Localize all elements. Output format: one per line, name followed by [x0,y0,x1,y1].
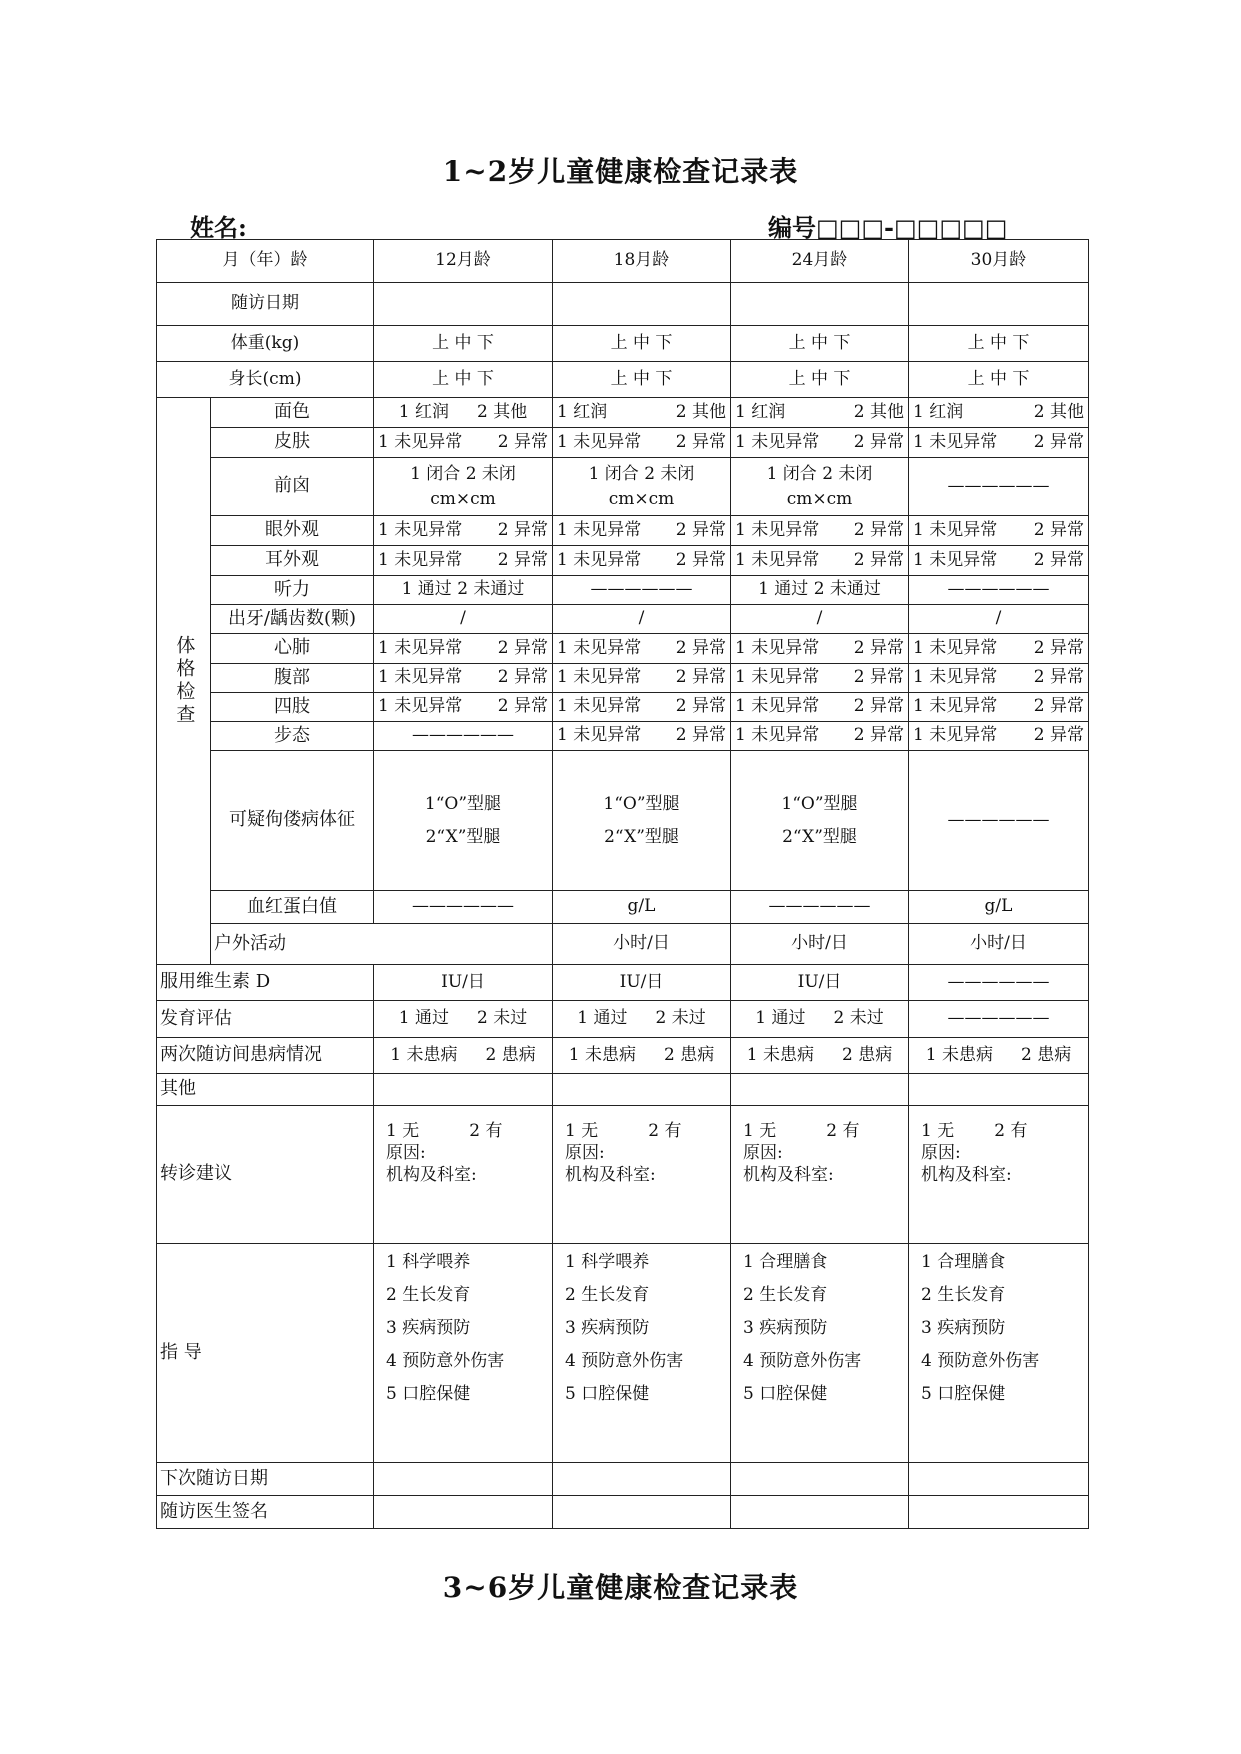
gait-options[interactable]: 1 未见异常 2 异常 [731,722,909,751]
skin-label: 皮肤 [211,428,374,458]
doctor-sign-label: 随访医生签名 [157,1496,374,1529]
development-options[interactable]: 1 通过 2 未过 [553,1001,731,1038]
rickets-options[interactable]: 1“O”型腿 2“X”型腿 [553,751,731,891]
guidance-options[interactable]: 1 合理膳食 2 生长发育 3 疾病预防 4 预防意外伤害 5 口腔保健 [909,1244,1089,1463]
guidance-options[interactable]: 1 科学喂养 2 生长发育 3 疾病预防 4 预防意外伤害 5 口腔保健 [374,1244,553,1463]
outdoor-value[interactable]: 小时/日 [553,924,731,965]
illness-options[interactable]: 1 未患病 2 患病 [731,1038,909,1074]
hemoglobin-value[interactable]: g/L [553,891,731,924]
other-label: 其他 [157,1074,374,1106]
heart-lung-options[interactable]: 1 未见异常 2 异常 [731,634,909,664]
teeth-label: 出牙/龋齿数(颗) [211,605,374,634]
limbs-options[interactable]: 1 未见异常 2 异常 [374,693,553,722]
development-label: 发育评估 [157,1001,374,1038]
hearing-na: —————— [909,576,1089,605]
face-options[interactable]: 1 红润 2 其他 [909,398,1089,428]
weight-value[interactable]: 上 中 下 [731,326,909,362]
illness-options[interactable]: 1 未患病 2 患病 [374,1038,553,1074]
skin-options[interactable]: 1 未见异常 2 异常 [909,428,1089,458]
rickets-options[interactable]: 1“O”型腿 2“X”型腿 [374,751,553,891]
age-header: 12月龄 [374,240,553,283]
eye-options[interactable]: 1 未见异常 2 异常 [909,516,1089,546]
face-options[interactable]: 1 红润 2 其他 [553,398,731,428]
fontanelle-label: 前囟 [211,458,374,516]
teeth-value[interactable]: / [909,605,1089,634]
physical-exam-category: 体格检查 [157,398,211,965]
code-label: 编号□□□-□□□□□ [768,213,1008,242]
heart-lung-options[interactable]: 1 未见异常 2 异常 [909,634,1089,664]
age-header: 18月龄 [553,240,731,283]
vitamin-d-na: —————— [909,965,1089,1001]
abdomen-options[interactable]: 1 未见异常 2 异常 [731,664,909,693]
second-form-title: 3~6岁儿童健康检查记录表 [442,1571,799,1604]
referral-options[interactable]: 1 无 2 有 原因: 机构及科室: [909,1106,1089,1244]
height-value[interactable]: 上 中 下 [553,362,731,398]
other-cell[interactable] [553,1074,731,1106]
teeth-value[interactable]: / [731,605,909,634]
height-label: 身长(cm) [157,362,374,398]
age-header: 30月龄 [909,240,1089,283]
abdomen-label: 腹部 [211,664,374,693]
ear-options[interactable]: 1 未见异常 2 异常 [909,546,1089,576]
gait-na: —————— [374,722,553,751]
gait-label: 步态 [211,722,374,751]
heart-lung-options[interactable]: 1 未见异常 2 异常 [553,634,731,664]
illness-label: 两次随访间患病情况 [157,1038,374,1074]
hemoglobin-value[interactable]: g/L [909,891,1089,924]
heart-lung-label: 心肺 [211,634,374,664]
outdoor-label: 户外活动 [211,924,553,965]
referral-label: 转诊建议 [157,1106,374,1244]
outdoor-value[interactable]: 小时/日 [909,924,1089,965]
guidance-label: 指 导 [157,1244,374,1463]
gait-options[interactable]: 1 未见异常 2 异常 [553,722,731,751]
hearing-na: —————— [553,576,731,605]
hearing-options[interactable]: 1 通过 2 未通过 [731,576,909,605]
next-visit-label: 下次随访日期 [157,1463,374,1496]
fontanelle-options[interactable]: 1 闭合 2 未闭 cm×cm [731,458,909,516]
abdomen-options[interactable]: 1 未见异常 2 异常 [374,664,553,693]
abdomen-options[interactable]: 1 未见异常 2 异常 [553,664,731,693]
visit-date-cell[interactable] [374,283,553,326]
vitamin-d-value[interactable]: IU/日 [374,965,553,1001]
height-value[interactable]: 上 中 下 [731,362,909,398]
eye-options[interactable]: 1 未见异常 2 异常 [553,516,731,546]
hearing-options[interactable]: 1 通过 2 未通过 [374,576,553,605]
height-value[interactable]: 上 中 下 [374,362,553,398]
vitamin-d-value[interactable]: IU/日 [553,965,731,1001]
teeth-value[interactable]: / [374,605,553,634]
eye-label: 眼外观 [211,516,374,546]
illness-options[interactable]: 1 未患病 2 患病 [909,1038,1089,1074]
form-title: 1~2岁儿童健康检查记录表 [442,155,799,188]
next-visit-cell[interactable] [374,1463,553,1496]
face-options[interactable]: 1 红润 2 其他 [731,398,909,428]
doctor-sign-cell[interactable] [909,1496,1089,1529]
referral-options[interactable]: 1 无 2 有 原因: 机构及科室: [553,1106,731,1244]
skin-options[interactable]: 1 未见异常 2 异常 [553,428,731,458]
health-check-table [156,239,1089,1529]
limbs-label: 四肢 [211,693,374,722]
doctor-sign-cell[interactable] [374,1496,553,1529]
teeth-value[interactable]: / [553,605,731,634]
ear-options[interactable]: 1 未见异常 2 异常 [553,546,731,576]
age-column-label: 月（年）龄 [157,240,374,283]
weight-value[interactable]: 上 中 下 [374,326,553,362]
weight-value[interactable]: 上 中 下 [909,326,1089,362]
skin-options[interactable]: 1 未见异常 2 异常 [731,428,909,458]
limbs-options[interactable]: 1 未见异常 2 异常 [731,693,909,722]
other-cell[interactable] [731,1074,909,1106]
development-options[interactable]: 1 通过 2 未过 [374,1001,553,1038]
ear-options[interactable]: 1 未见异常 2 异常 [731,546,909,576]
next-visit-cell[interactable] [553,1463,731,1496]
rickets-label: 可疑佝偻病体征 [211,751,374,891]
hemoglobin-na: —————— [731,891,909,924]
hemoglobin-label: 血红蛋白值 [211,891,374,924]
limbs-options[interactable]: 1 未见异常 2 异常 [553,693,731,722]
doctor-sign-cell[interactable] [553,1496,731,1529]
face-options[interactable]: 1 红润 2 其他 [374,398,553,428]
weight-value[interactable]: 上 中 下 [553,326,731,362]
referral-options[interactable]: 1 无 2 有 原因: 机构及科室: [731,1106,909,1244]
gait-options[interactable]: 1 未见异常 2 异常 [909,722,1089,751]
illness-options[interactable]: 1 未患病 2 患病 [553,1038,731,1074]
referral-options[interactable]: 1 无 2 有 原因: 机构及科室: [374,1106,553,1244]
limbs-options[interactable]: 1 未见异常 2 异常 [909,693,1089,722]
vitamin-d-label: 服用维生素 D [157,965,374,1001]
other-cell[interactable] [374,1074,553,1106]
skin-options[interactable]: 1 未见异常 2 异常 [374,428,553,458]
height-value[interactable]: 上 中 下 [909,362,1089,398]
ear-options[interactable]: 1 未见异常 2 异常 [374,546,553,576]
guidance-options[interactable]: 1 合理膳食 2 生长发育 3 疾病预防 4 预防意外伤害 5 口腔保健 [731,1244,909,1463]
vitamin-d-value[interactable]: IU/日 [731,965,909,1001]
heart-lung-options[interactable]: 1 未见异常 2 异常 [374,634,553,664]
face-label: 面色 [211,398,374,428]
rickets-na: —————— [909,751,1089,891]
visit-date-cell[interactable] [553,283,731,326]
name-label: 姓名: [190,213,247,242]
guidance-options[interactable]: 1 科学喂养 2 生长发育 3 疾病预防 4 预防意外伤害 5 口腔保健 [553,1244,731,1463]
development-na: —————— [909,1001,1089,1038]
fontanelle-na: —————— [909,458,1089,516]
rickets-options[interactable]: 1“O”型腿 2“X”型腿 [731,751,909,891]
development-options[interactable]: 1 通过 2 未过 [731,1001,909,1038]
weight-label: 体重(kg) [157,326,374,362]
other-cell[interactable] [909,1074,1089,1106]
fontanelle-options[interactable]: 1 闭合 2 未闭 cm×cm [374,458,553,516]
outdoor-value[interactable]: 小时/日 [731,924,909,965]
fontanelle-options[interactable]: 1 闭合 2 未闭 cm×cm [553,458,731,516]
eye-options[interactable]: 1 未见异常 2 异常 [374,516,553,546]
abdomen-options[interactable]: 1 未见异常 2 异常 [909,664,1089,693]
visit-date-label: 随访日期 [157,283,374,326]
hemoglobin-na: —————— [374,891,553,924]
ear-label: 耳外观 [211,546,374,576]
visit-date-cell[interactable] [731,283,909,326]
doctor-sign-cell[interactable] [731,1496,909,1529]
age-header: 24月龄 [731,240,909,283]
next-visit-cell[interactable] [731,1463,909,1496]
visit-date-cell[interactable] [909,283,1089,326]
hearing-label: 听力 [211,576,374,605]
eye-options[interactable]: 1 未见异常 2 异常 [731,516,909,546]
next-visit-cell[interactable] [909,1463,1089,1496]
